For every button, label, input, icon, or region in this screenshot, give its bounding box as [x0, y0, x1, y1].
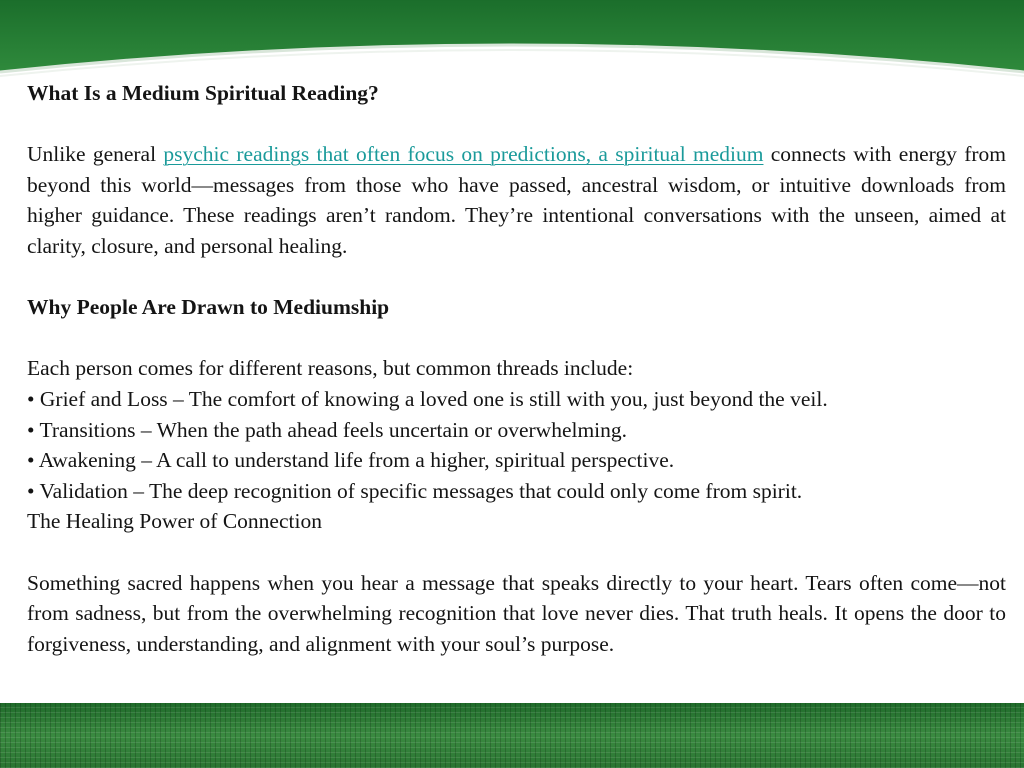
- medium-reading-paragraph: [27, 139, 1006, 261]
- reasons-intro: Each person comes for different reasons, but common threads include:: [27, 356, 634, 381]
- bullet-item: • Awakening – A call to understand life from a higher, spiritual perspective.: [27, 448, 675, 473]
- healing-paragraph: Something sacred happens when you hear a message that speaks directly to your heart. Tears often come—not from sadness, but from the overwhelming recognition that love never dies. That truth heals. It opens the door to forgiveness, understanding, and alignment with your soul’s purpose.: [27, 570, 1006, 656]
- bullet-item: • Transitions – When the path ahead feels uncertain or overwhelming.: [27, 417, 628, 442]
- section-heading-medium-reading: What Is a Medium Spiritual Reading?: [27, 81, 379, 105]
- spacer: [27, 262, 1006, 293]
- paragraph-text: connects with energy from beyond this world—messages from those who have passed, ancestral wisdom, or intuitive downloads from higher guidance. These readings aren’t random. They’re intentional conversations with the unseen, aimed at clarity, closure, and personal healing.: [27, 142, 1007, 258]
- bullet-item: • Validation – The deep recognition of specific messages that could only come from spirit.: [27, 478, 803, 503]
- bullet-item: • Grief and Loss – The comfort of knowing a loved one is still with you, just beyond the veil.: [27, 386, 828, 411]
- spacer: [27, 109, 1006, 140]
- section-heading-mediumship: Why People Are Drawn to Mediumship: [27, 295, 390, 320]
- bottom-green-band: [0, 703, 1024, 768]
- slide-content: [27, 78, 1006, 659]
- paragraph-text: Unlike general: [27, 142, 164, 167]
- psychic-readings-link[interactable]: psychic readings that often focus on predictions, a spiritual medium: [163, 142, 764, 167]
- section-heading-healing: The Healing Power of Connection: [27, 509, 322, 534]
- spacer: [27, 323, 1006, 354]
- top-green-band: [0, 0, 1024, 90]
- spacer: [27, 537, 1006, 568]
